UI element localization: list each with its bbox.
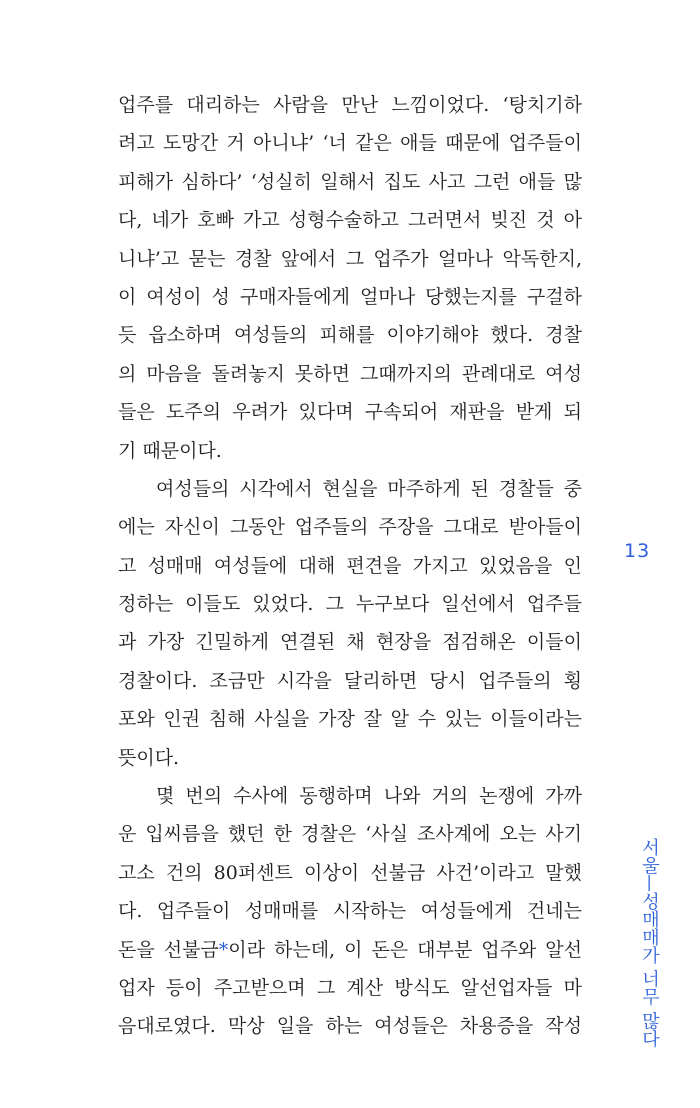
text-line: 운 입씨름을 했던 한 경찰은 ‘사실 조사계에 오는 사기 — [118, 823, 582, 846]
text-line: 몇 번의 수사에 동행하며 나와 거의 논쟁에 가까 — [156, 785, 582, 808]
text-line: 업자 등이 주고받으며 그 계산 방식도 알선업자들 마 — [118, 976, 582, 999]
text-segment: 돈을 선불금 — [118, 938, 219, 961]
text-line: 려고 도망간 거 아니냐’ ‘너 같은 애들 때문에 업주들이 — [118, 132, 582, 155]
text-line: 기 때문이다. — [118, 439, 222, 462]
text-line: 피해가 심하다’ ‘성실히 일해서 집도 사고 그런 애들 많 — [118, 170, 582, 193]
text-line: 업주를 대리하는 사람을 만난 느낌이었다. ‘탕치기하 — [118, 94, 582, 116]
text-line: 음대로였다. 막상 일을 하는 여성들은 차용증을 작성 — [118, 1015, 582, 1038]
text-line: 에는 자신이 그동안 업주들의 주장을 그대로 받아들이 — [118, 516, 582, 539]
text-line: 다. 업주들이 성매매를 시작하는 여성들에게 건네는 — [118, 900, 582, 923]
text-line: 고소 건의 80퍼센트 이상이 선불금 사건’이라고 말했 — [118, 861, 582, 884]
page-number: 13 — [624, 540, 651, 562]
footnote-marker[interactable]: * — [218, 938, 229, 961]
text-line: 다, 네가 호빠 가고 성형수술하고 그러면서 빚진 것 아 — [118, 209, 582, 232]
text-line: 들은 도주의 우려가 있다며 구속되어 재판을 받게 되 — [118, 401, 582, 424]
text-line: 포와 인권 침해 사실을 가장 잘 알 수 있는 이들이라는 — [118, 708, 582, 731]
text-line — [118, 931, 582, 969]
text-line: 니냐’고 묻는 경찰 앞에서 그 업주가 얼마나 악독한지, — [118, 247, 582, 270]
text-line: 고 성매매 여성들에 대해 편견을 가지고 있었음을 인 — [118, 554, 582, 577]
text-line: 정하는 이들도 있었다. 그 누구보다 일선에서 업주들 — [118, 593, 582, 616]
text-line: 이 여성이 성 구매자들에게 얼마나 당했는지를 구걸하 — [118, 285, 582, 308]
text-line: 여성들의 시각에서 현실을 마주하게 된 경찰들 중 — [156, 477, 582, 500]
text-line: 듯 읍소하며 여성들의 피해를 이야기해야 했다. 경찰 — [118, 324, 582, 347]
text-line: 과 가장 긴밀하게 연결된 채 현장을 점검해온 이들이 — [118, 631, 582, 654]
running-title: 서울—성매매가 너무 많다 — [639, 838, 660, 1048]
text-line: 의 마음을 돌려놓지 못하면 그때까지의 관례대로 여성 — [118, 362, 582, 385]
text-line: 뜻이다. — [118, 746, 180, 769]
text-segment: 이라 하는데, 이 돈은 대부분 업주와 알선 — [228, 938, 582, 961]
text-line: 경찰이다. 조금만 시각을 달리하면 당시 업주들의 횡 — [118, 669, 582, 692]
body-text — [118, 86, 582, 1046]
